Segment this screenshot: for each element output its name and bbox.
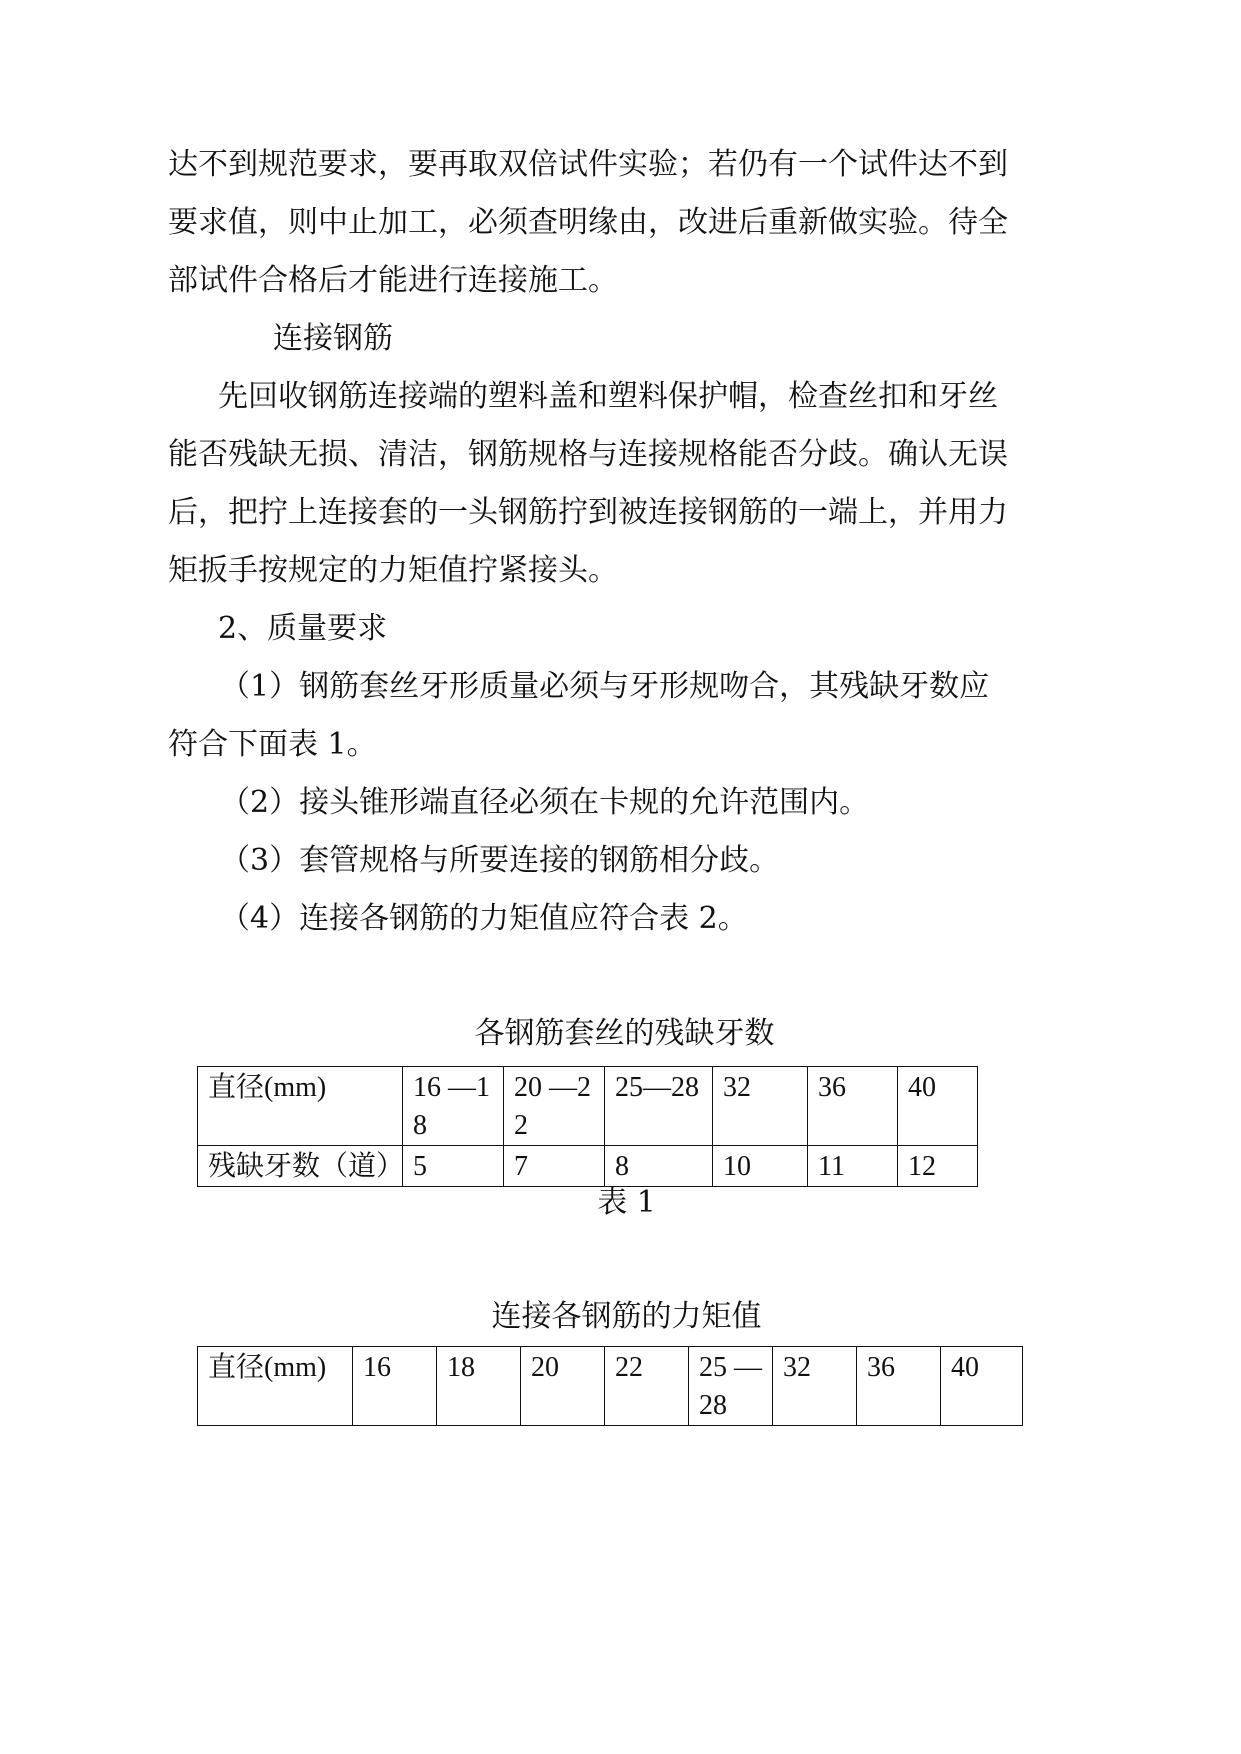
table-cell: 36 <box>857 1347 941 1426</box>
paragraph-line: 要求值，则中止加工，必须查明缘由，改进后重新做实验。待全 <box>168 205 1008 240</box>
paragraph-line: 后，把拧上连接套的一头钢筋拧到被连接钢筋的一端上，并用力 <box>168 495 1008 530</box>
table-cell: 20 —22 <box>504 1067 605 1146</box>
paragraph-line: 先回收钢筋连接端的塑料盖和塑料保护帽，检查丝扣和牙丝 <box>218 379 998 414</box>
table-cell: 25 —28 <box>689 1347 773 1426</box>
table-header-cell: 直径(mm) <box>198 1067 403 1146</box>
table-cell: 36 <box>808 1067 898 1146</box>
table-title: 连接各钢筋的力矩值 <box>491 1299 762 1334</box>
paragraph-line: 部试件合格后才能进行连接施工。 <box>168 263 618 298</box>
table-caption: 表 1 <box>597 1185 656 1220</box>
table-title: 各钢筋套丝的残缺牙数 <box>474 1016 775 1051</box>
table-cell: 32 <box>713 1067 808 1146</box>
table-row <box>198 1347 1023 1426</box>
table-row <box>198 1067 978 1146</box>
table-cell: 40 <box>941 1347 1023 1426</box>
table-header-cell: 直径(mm) <box>198 1347 353 1426</box>
requirement-item: 符合下面表 1。 <box>168 727 377 762</box>
table-row <box>198 1146 978 1187</box>
torque-values-table <box>197 1346 1023 1426</box>
table-cell: 7 <box>504 1146 605 1187</box>
table-cell: 5 <box>403 1146 504 1187</box>
missing-threads-table <box>197 1066 978 1187</box>
requirement-item: （2）接头锥形端直径必须在卡规的允许范围内。 <box>220 785 870 820</box>
table-cell: 32 <box>773 1347 857 1426</box>
requirement-item: （1）钢筋套丝牙形质量必须与牙形规吻合，其残缺牙数应 <box>220 669 990 704</box>
table-cell: 25—28 <box>605 1067 713 1146</box>
table-cell: 22 <box>605 1347 689 1426</box>
paragraph-line: 能否残缺无损、清洁，钢筋规格与连接规格能否分歧。确认无误 <box>168 437 1008 472</box>
table-cell: 16 —18 <box>403 1067 504 1146</box>
section-heading: 连接钢筋 <box>273 321 393 356</box>
requirement-item: （3）套管规格与所要连接的钢筋相分歧。 <box>220 843 780 878</box>
section-heading: 2、质量要求 <box>218 611 388 646</box>
paragraph-line: 矩扳手按规定的力矩值拧紧接头。 <box>168 553 618 588</box>
table-header-cell: 残缺牙数（道） <box>198 1146 403 1187</box>
table-cell: 8 <box>605 1146 713 1187</box>
table-cell: 10 <box>713 1146 808 1187</box>
paragraph-line: 达不到规范要求，要再取双倍试件实验；若仍有一个试件达不到 <box>168 147 1008 182</box>
table-cell: 20 <box>521 1347 605 1426</box>
requirement-item: （4）连接各钢筋的力矩值应符合表 2。 <box>220 901 748 936</box>
table-cell: 12 <box>898 1146 978 1187</box>
table-cell: 16 <box>353 1347 437 1426</box>
table-cell: 40 <box>898 1067 978 1146</box>
table-cell: 18 <box>437 1347 521 1426</box>
table-cell: 11 <box>808 1146 898 1187</box>
